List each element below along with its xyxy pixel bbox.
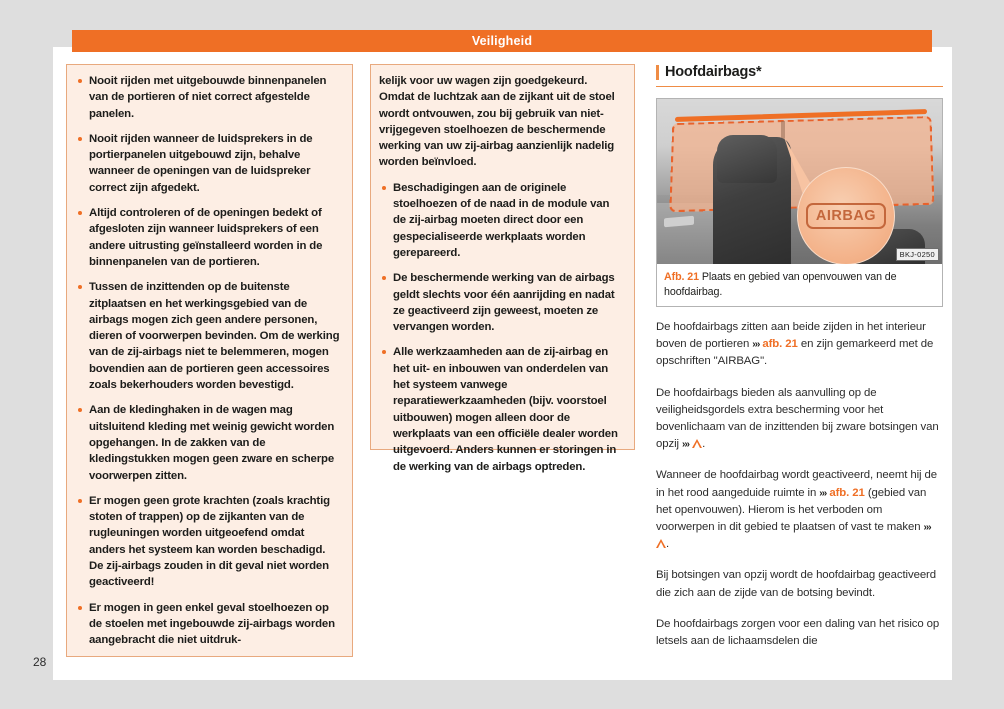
airbag-callout-circle — [797, 167, 895, 264]
list-item: Er mogen in geen enkel geval stoelhoezen op de stoelen met ingebouwde zij-airbags worden aangebracht die niet uitdruk- — [75, 600, 342, 649]
list-item: De beschermende werking van de airbags geldt slechts voor één aanrijding en nadat ze geactiveerd zijn geweest, moeten ze vervangen worden. — [379, 270, 624, 335]
warning-triangle-icon — [656, 539, 666, 548]
paragraph-1 — [656, 319, 943, 371]
figure-caption-text: Plaats en gebied van openvouwen van de hoofdairbag. — [664, 271, 897, 298]
paragraph-5: De hoofdairbags zorgen voor een daling van het risico op letsels aan de lichaamsdelen die — [656, 617, 940, 648]
page-header-bar — [72, 30, 932, 52]
paragraph-3-part2: (gebied van het openvouwen). Hierom is het verboden om voorwerpen in dit gebied te plaatsen of vast te maken — [656, 486, 927, 534]
paragraph-1-part1: De hoofdairbags zitten aan beide zijden in het interieur boven de portieren — [656, 321, 926, 351]
figure-reference[interactable]: afb. 21 — [829, 486, 865, 499]
left-column — [66, 64, 353, 657]
chevron-ref-icon: ››› — [752, 339, 760, 351]
figure-hoofdairbag — [656, 98, 943, 307]
section-heading — [656, 64, 943, 87]
car-interior-illustration — [657, 99, 942, 264]
continuation-text: kelijk voor uw wagen zijn goedgekeurd. Omdat de luchtzak aan de zijkant uit de stoel wordt ontvouwen, zou bij gebruik van niet-vrijgegeven stoelhoezen de beschermende werking van uw zij-airbag aanzienlijk nadelig worden beïnvloed. — [379, 75, 615, 169]
page-title: Hoofdairbags* — [665, 64, 762, 80]
list-item: Tussen de inzittenden op de buitenste zitplaatsen en het werkingsgebied van de airbags mogen zich geen andere personen, dieren of voorwerpen bevinden. Om de werking van de zij-airbags niet te belemmeren, mogen bovendien aan de portieren geen accessoires zoals bekerhouders worden bevestigd. — [75, 279, 342, 393]
figure-number: Afb. 21 — [664, 271, 699, 283]
list-item: Altijd controleren of de openingen bedekt of afgesloten zijn wanneer luidsprekers of een andere uitrusting geïnstalleerd worden in de binnenpanelen van de portieren. — [75, 205, 342, 270]
middle-column — [370, 64, 635, 473]
chevron-ref-icon: ››› — [923, 522, 931, 534]
list-item: Nooit rijden met uitgebouwde binnenpanelen van de portieren of niet correct afgestelde panelen. — [75, 73, 342, 122]
list-item: Er mogen geen grote krachten (zoals krachtig stoten of trappen) op de zijkanten van de rugleuningen worden uitgeoefend omdat anders het systeem kan worden beschadigd. De zij-airbags zouden in dit geval niet worden geactiveerd! — [75, 493, 342, 591]
paragraph-2 — [656, 385, 943, 454]
list-item: Nooit rijden wanneer de luidsprekers in de portierpanelen uitgebouwd zijn, behalve wanneer de openingen van de luidspreker correct zijn afgedekt. — [75, 131, 342, 196]
figure-caption — [657, 264, 942, 306]
paragraph-2-part1: De hoofdairbags bieden als aanvulling op de veiligheidsgordels extra bescherming voor het bovenlichaam van de inzittenden bij zware botsingen van opzij — [656, 386, 939, 451]
warning-triangle-icon — [692, 439, 702, 448]
left-bullet-list — [75, 73, 342, 649]
figure-reference[interactable]: afb. 21 — [762, 338, 798, 351]
paragraph-2-part2: . — [702, 438, 706, 451]
airbag-badge: AIRBAG — [806, 203, 886, 229]
left-warning-box — [66, 64, 353, 657]
middle-bullet-list — [379, 73, 624, 475]
middle-warning-box — [370, 64, 635, 473]
page-number: 28 — [33, 655, 47, 669]
paragraph-3-part3: . — [666, 538, 670, 551]
chevron-ref-icon: ››› — [682, 439, 690, 451]
list-item: Aan de kledinghaken in de wagen mag uitsluitend kleding met weinig gewicht worden opgehangen. In de zakken van de kledingstukken mogen geen zware en scherpe voorwerpen zitten. — [75, 402, 342, 483]
paragraph-1-part2: en zijn gemarkeerd met de opschriften "AIRBAG". — [656, 338, 934, 368]
list-item: Alle werkzaamheden aan de zij-airbag en het uit- en inbouwen van onderdelen van het systeem vanwege reparatiewerkzaamheden (bijv. voorstoel uitbouwen) mogen alleen door de werkplaats van een officiële dealer worden uitgevoerd. Anders kunnen er storingen in de werking van de airbags optreden. — [379, 344, 624, 474]
right-body-text — [656, 319, 943, 650]
image-code-label: BKJ-0250 — [896, 248, 939, 261]
paragraph-3 — [656, 467, 943, 553]
chevron-ref-icon: ››› — [819, 487, 827, 499]
paragraph-4: Bij botsingen van opzij wordt de hoofdairbag geactiveerd die zich aan de zijde van de botsing bevindt. — [656, 569, 936, 599]
headrest — [717, 135, 777, 183]
paragraph-3-part1: Wanneer de hoofdairbag wordt geactiveerd, neemt hij de in het rood aangeduide ruimte in — [656, 469, 938, 499]
right-column — [656, 64, 943, 664]
header-title: Veiligheid — [471, 34, 533, 48]
list-item: Beschadigingen aan de originele stoelhoezen of de naad in de module van de zij-airbag moeten direct door een gespecialiseerde werkplaats worden gerepareerd. — [379, 180, 624, 261]
